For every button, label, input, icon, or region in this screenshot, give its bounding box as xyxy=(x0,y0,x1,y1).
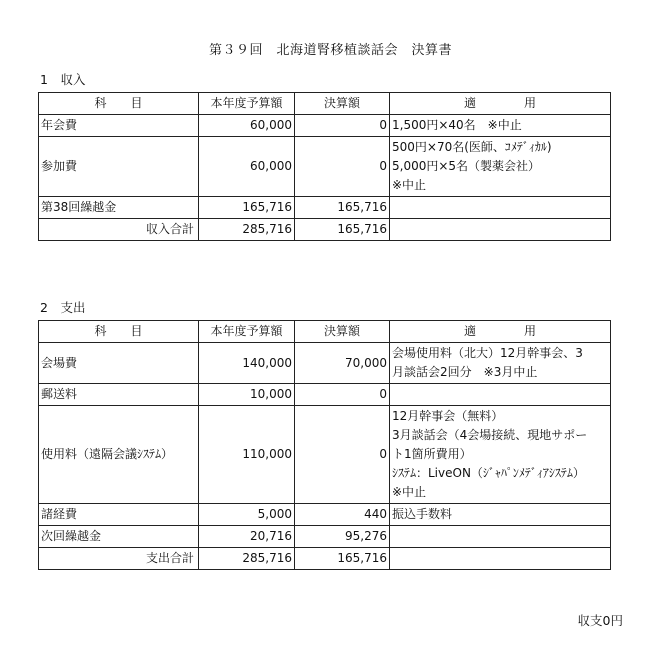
expense-total-row xyxy=(39,548,611,570)
note-line: 1,500円×40名 ※中止 xyxy=(392,118,522,132)
row-note xyxy=(390,406,611,504)
table-row xyxy=(39,384,611,406)
table-row xyxy=(39,526,611,548)
total-budget: 285,716 xyxy=(199,548,295,570)
note-line: ト1箇所費用） xyxy=(392,447,472,461)
table-row xyxy=(39,115,611,137)
row-actual: 0 xyxy=(295,137,390,197)
row-note xyxy=(390,197,611,219)
row-actual: 165,716 xyxy=(295,197,390,219)
header-actual: 決算額 xyxy=(295,321,390,343)
expense-header-row xyxy=(39,321,611,343)
note-line: ｼｽﾃﾑ：LiveON（ｼﾞｬﾊﾟﾝﾒﾃﾞｨｱｼｽﾃﾑ） xyxy=(392,466,585,480)
header-note: 適 用 xyxy=(390,321,611,343)
row-actual: 440 xyxy=(295,504,390,526)
header-budget: 本年度予算額 xyxy=(199,321,295,343)
note-line: 振込手数料 xyxy=(392,507,453,521)
header-note: 適 用 xyxy=(390,93,611,115)
note-line: 12月幹事会（無料） xyxy=(392,409,504,423)
row-note xyxy=(390,137,611,197)
row-note xyxy=(390,504,611,526)
header-item: 科 目 xyxy=(39,321,199,343)
row-note xyxy=(390,526,611,548)
row-actual: 0 xyxy=(295,384,390,406)
row-actual: 95,276 xyxy=(295,526,390,548)
header-budget: 本年度予算額 xyxy=(199,93,295,115)
row-actual: 0 xyxy=(295,115,390,137)
row-actual: 0 xyxy=(295,406,390,504)
table-row xyxy=(39,137,611,197)
income-header-row xyxy=(39,93,611,115)
row-item: 郵送料 xyxy=(39,384,199,406)
row-item: 参加費 xyxy=(39,137,199,197)
total-label: 支出合計 xyxy=(39,548,199,570)
header-item: 科 目 xyxy=(39,93,199,115)
page-title: 第３９回 北海道腎移植談話会 決算書 xyxy=(208,43,452,58)
row-actual: 70,000 xyxy=(295,343,390,384)
table-row xyxy=(39,406,611,504)
total-note xyxy=(390,219,611,241)
total-note xyxy=(390,548,611,570)
header-actual: 決算額 xyxy=(295,93,390,115)
row-note xyxy=(390,115,611,137)
income-heading: 1 収入 xyxy=(40,72,86,87)
income-table xyxy=(38,92,611,241)
table-row xyxy=(39,343,611,384)
table-row xyxy=(39,197,611,219)
row-item: 会場費 xyxy=(39,343,199,384)
row-budget: 60,000 xyxy=(199,137,295,197)
row-item: 使用料（遠隔会議ｼｽﾃﾑ） xyxy=(39,406,199,504)
row-budget: 140,000 xyxy=(199,343,295,384)
row-budget: 20,716 xyxy=(199,526,295,548)
row-budget: 165,716 xyxy=(199,197,295,219)
note-line: 会場使用料（北大）12月幹事会、3 xyxy=(392,346,583,360)
total-budget: 285,716 xyxy=(199,219,295,241)
note-line: 3月談話会（4会場接続、現地サポー xyxy=(392,428,588,442)
row-budget: 60,000 xyxy=(199,115,295,137)
row-item: 第38回繰越金 xyxy=(39,197,199,219)
row-note xyxy=(390,343,611,384)
balance-summary: 収支0円 xyxy=(577,613,623,628)
note-line: 月談話会2回分 ※3月中止 xyxy=(392,365,538,379)
note-line: ※中止 xyxy=(392,485,427,499)
row-budget: 5,000 xyxy=(199,504,295,526)
row-item: 年会費 xyxy=(39,115,199,137)
expense-heading: 2 支出 xyxy=(40,300,86,315)
total-label: 収入合計 xyxy=(39,219,199,241)
note-line: 500円×70名(医師、ｺﾒﾃﾞｨｶﾙ) xyxy=(392,140,552,154)
total-actual: 165,716 xyxy=(295,548,390,570)
note-line xyxy=(392,385,608,404)
row-note xyxy=(390,384,611,406)
expense-table xyxy=(38,320,611,570)
note-line: 5,000円×5名（製薬会社） xyxy=(392,159,541,173)
row-budget: 110,000 xyxy=(199,406,295,504)
row-budget: 10,000 xyxy=(199,384,295,406)
row-item: 次回繰越金 xyxy=(39,526,199,548)
row-item: 諸経費 xyxy=(39,504,199,526)
note-line: ※中止 xyxy=(392,178,427,192)
income-total-row xyxy=(39,219,611,241)
note-line xyxy=(392,527,608,546)
total-actual: 165,716 xyxy=(295,219,390,241)
table-row xyxy=(39,504,611,526)
note-line xyxy=(392,198,608,217)
